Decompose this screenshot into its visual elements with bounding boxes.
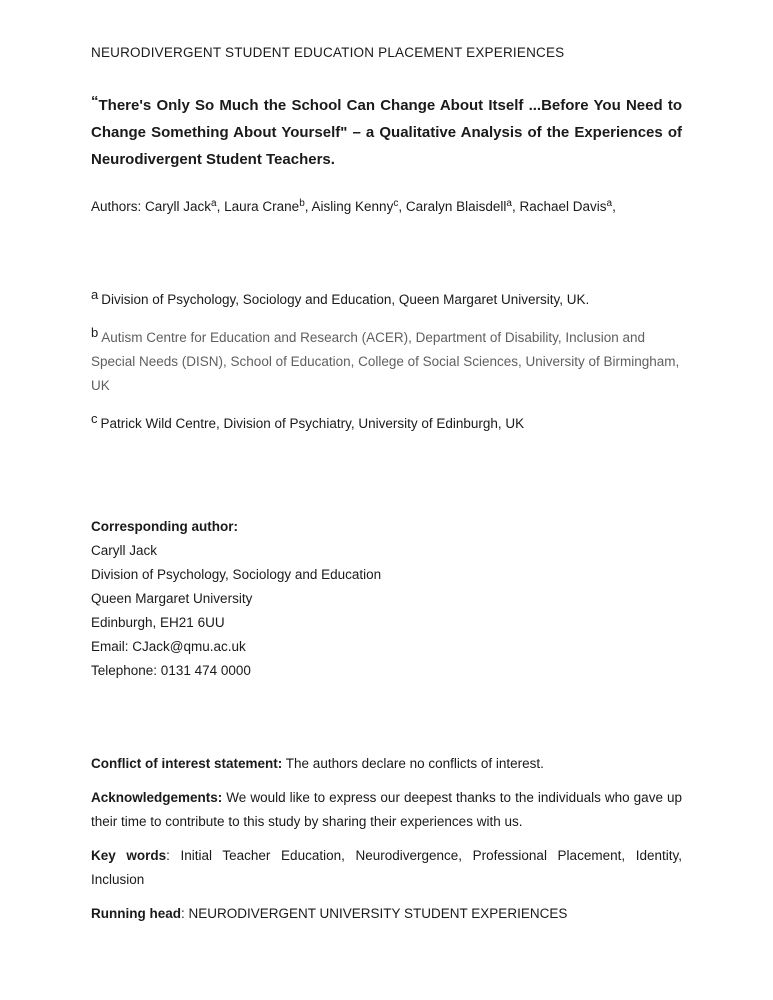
running-head-text: : NEURODIVERGENT UNIVERSITY STUDENT EXPERIENCES [181,906,568,921]
conflict-statement [91,752,682,776]
affiliation-item-a [91,288,682,312]
author-separator: , [612,199,616,214]
author-separator: , [304,199,312,214]
acknowledgements-text: We would like to express our deepest thanks to the individuals who gave up their time to contribute to this study by sharing their experiences with us. [91,790,682,829]
paper-title-text: There's Only So Much the School Can Change About Itself ...Before You Need to Change Something About Yourself" – a Qualitative Analysis of the Experiences of Neurodivergent Student Teachers. [91,97,682,168]
authors-label: Authors: [91,199,146,214]
author-affiliation-marker: a [506,198,512,209]
keywords-statement [91,844,682,892]
running-head: NEURODIVERGENT STUDENT EDUCATION PLACEMENT EXPERIENCES [91,45,565,60]
running-head-statement [91,902,682,926]
affiliations-block [91,288,682,436]
affiliation-item-b [91,326,682,398]
author-separator: , [216,199,225,214]
author-name: Laura Crane [224,199,300,214]
affiliation-text: Autism Centre for Education and Research (ACER), Department of Disability, Inclusion and Special Needs (DISN), School of Education, College of Social Sciences, University of Birmingham, UK [91,330,680,393]
statements-block [91,752,682,926]
corresponding-author-division: Division of Psychology, Sociology and Education [91,567,382,582]
corresponding-author-telephone: Telephone: 0131 474 0000 [91,663,251,678]
affiliation-text: Division of Psychology, Sociology and Education, Queen Margaret University, UK. [101,292,590,307]
author-affiliation-marker: c [393,198,399,209]
affiliation-text: Patrick Wild Centre, Division of Psychiatry, University of Edinburgh, UK [100,416,525,431]
corresponding-author-heading: Corresponding author: [91,519,238,534]
corresponding-author-university: Queen Margaret University [91,591,253,606]
running-head-label: Running head [91,906,181,921]
author-name: Caryll Jack [145,199,212,214]
author-separator: , [511,199,520,214]
author-separator: , [398,199,406,214]
affiliation-item-c [91,412,682,436]
paper-title [91,92,682,173]
keywords-label: Key words [91,848,167,863]
author-affiliation-marker: b [299,198,305,209]
author-name: Caralyn Blaisdell [405,199,507,214]
corresponding-author-name: Caryll Jack [91,543,158,558]
author-name: Rachael Davis [519,199,607,214]
corresponding-author-email: Email: CJack@qmu.ac.uk [91,639,246,654]
conflict-statement-label: Conflict of interest statement: [91,756,283,771]
keywords-text: : Initial Teacher Education, Neurodivergence, Professional Placement, Identity, Inclusion [91,848,682,887]
corresponding-author-address: Edinburgh, EH21 6UU [91,615,225,630]
affiliation-marker: c [91,411,98,426]
corresponding-author-block [91,515,682,683]
opening-quote: “ [91,93,99,110]
authors-line [91,195,682,219]
author-affiliation-marker: a [211,198,217,209]
conflict-statement-text: The authors declare no conflicts of interest. [285,756,544,771]
author-name: Aisling Kenny [311,199,394,214]
author-affiliation-marker: a [606,198,613,209]
acknowledgements-statement [91,786,682,834]
acknowledgements-label: Acknowledgements: [91,790,223,805]
affiliation-marker: b [91,325,99,340]
affiliation-marker: a [91,287,99,302]
